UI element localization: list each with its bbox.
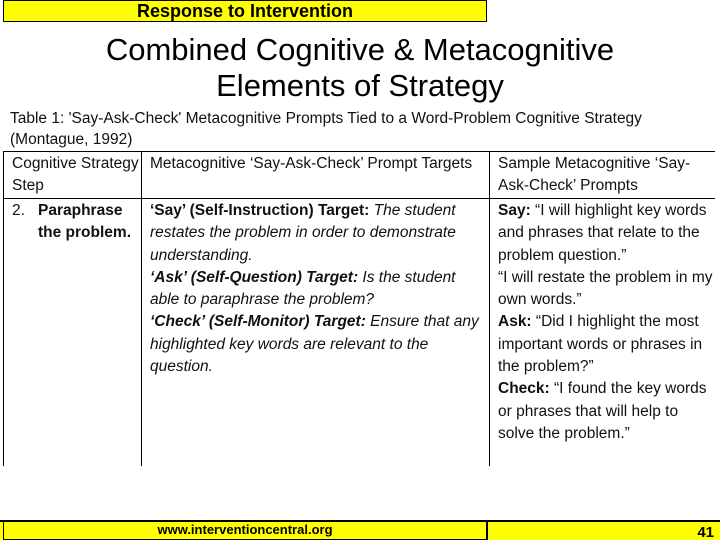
step-text: Paraphrase the problem. [38,202,132,242]
footer-url-box [3,520,487,540]
samples-cell [490,199,715,466]
banner-title: Response to Intervention [136,1,354,21]
sample-say-label: Say: [498,202,531,219]
header-prompt-targets: Metacognitive ‘Say-Ask-Check’ Prompt Targets [142,152,490,199]
table-caption-text: : 'Say-Ask-Check' Metacognitive Prompts Tied to a Word-Problem Cognitive Strategy (Montague, 1992) [10,110,642,148]
targets-cell [142,199,490,466]
ask-target [150,267,489,312]
sample-ask-text: “Did I highlight the most important words or phrases in the problem?” [498,313,703,376]
check-target-label: ‘Check’ (Self-Monitor) Target: [150,313,366,331]
footer-divider [487,520,488,540]
sample-check-label: Check: [498,380,550,398]
say-target [150,200,489,267]
sample-ask [498,311,715,378]
table-caption-label: Table 1 [10,110,60,127]
table-caption [3,104,715,152]
header-cognitive-step: Cognitive Strategy Step [3,152,142,199]
slide-title-line1: Combined Cognitive & Metacognitive [105,32,615,67]
footer-url[interactable]: www.interventioncentral.org [157,522,333,537]
step-number: 2. [12,202,25,219]
ask-target-text: Is the student able to paraphrase the problem? [150,268,456,309]
sample-check [498,378,715,445]
sample-say-text1: “I will highlight key words and phrases that relate to the problem question.” [498,202,707,264]
sample-say-text2: “I will restate the problem in my own words.” [498,268,713,309]
sample-say [498,200,715,267]
page-number: 41 [697,524,714,541]
table-grid [3,152,715,466]
sample-ask-label: Ask: [498,313,532,331]
say-target-label: ‘Say’ (Self-Instruction) Target: [150,202,370,219]
header-sample-prompts: Sample Metacognitive ‘Say-Ask-Check’ Prompts [490,152,715,199]
ask-target-label: ‘Ask’ (Self-Question) Target: [150,268,359,286]
check-target [150,311,489,378]
slide-title-line2: Elements of Strategy [216,68,504,103]
slide-title [0,32,720,104]
strategy-table [3,104,715,466]
sample-check-text: “I found the key words or phrases that will help to solve the problem.” [498,380,707,442]
step-cell [3,199,142,466]
top-banner [3,0,487,22]
check-target-text: Ensure that any highlighted key words are relevant to the question. [150,313,479,376]
say-target-text: The student restates the problem in order to demonstrate understanding. [150,202,456,264]
